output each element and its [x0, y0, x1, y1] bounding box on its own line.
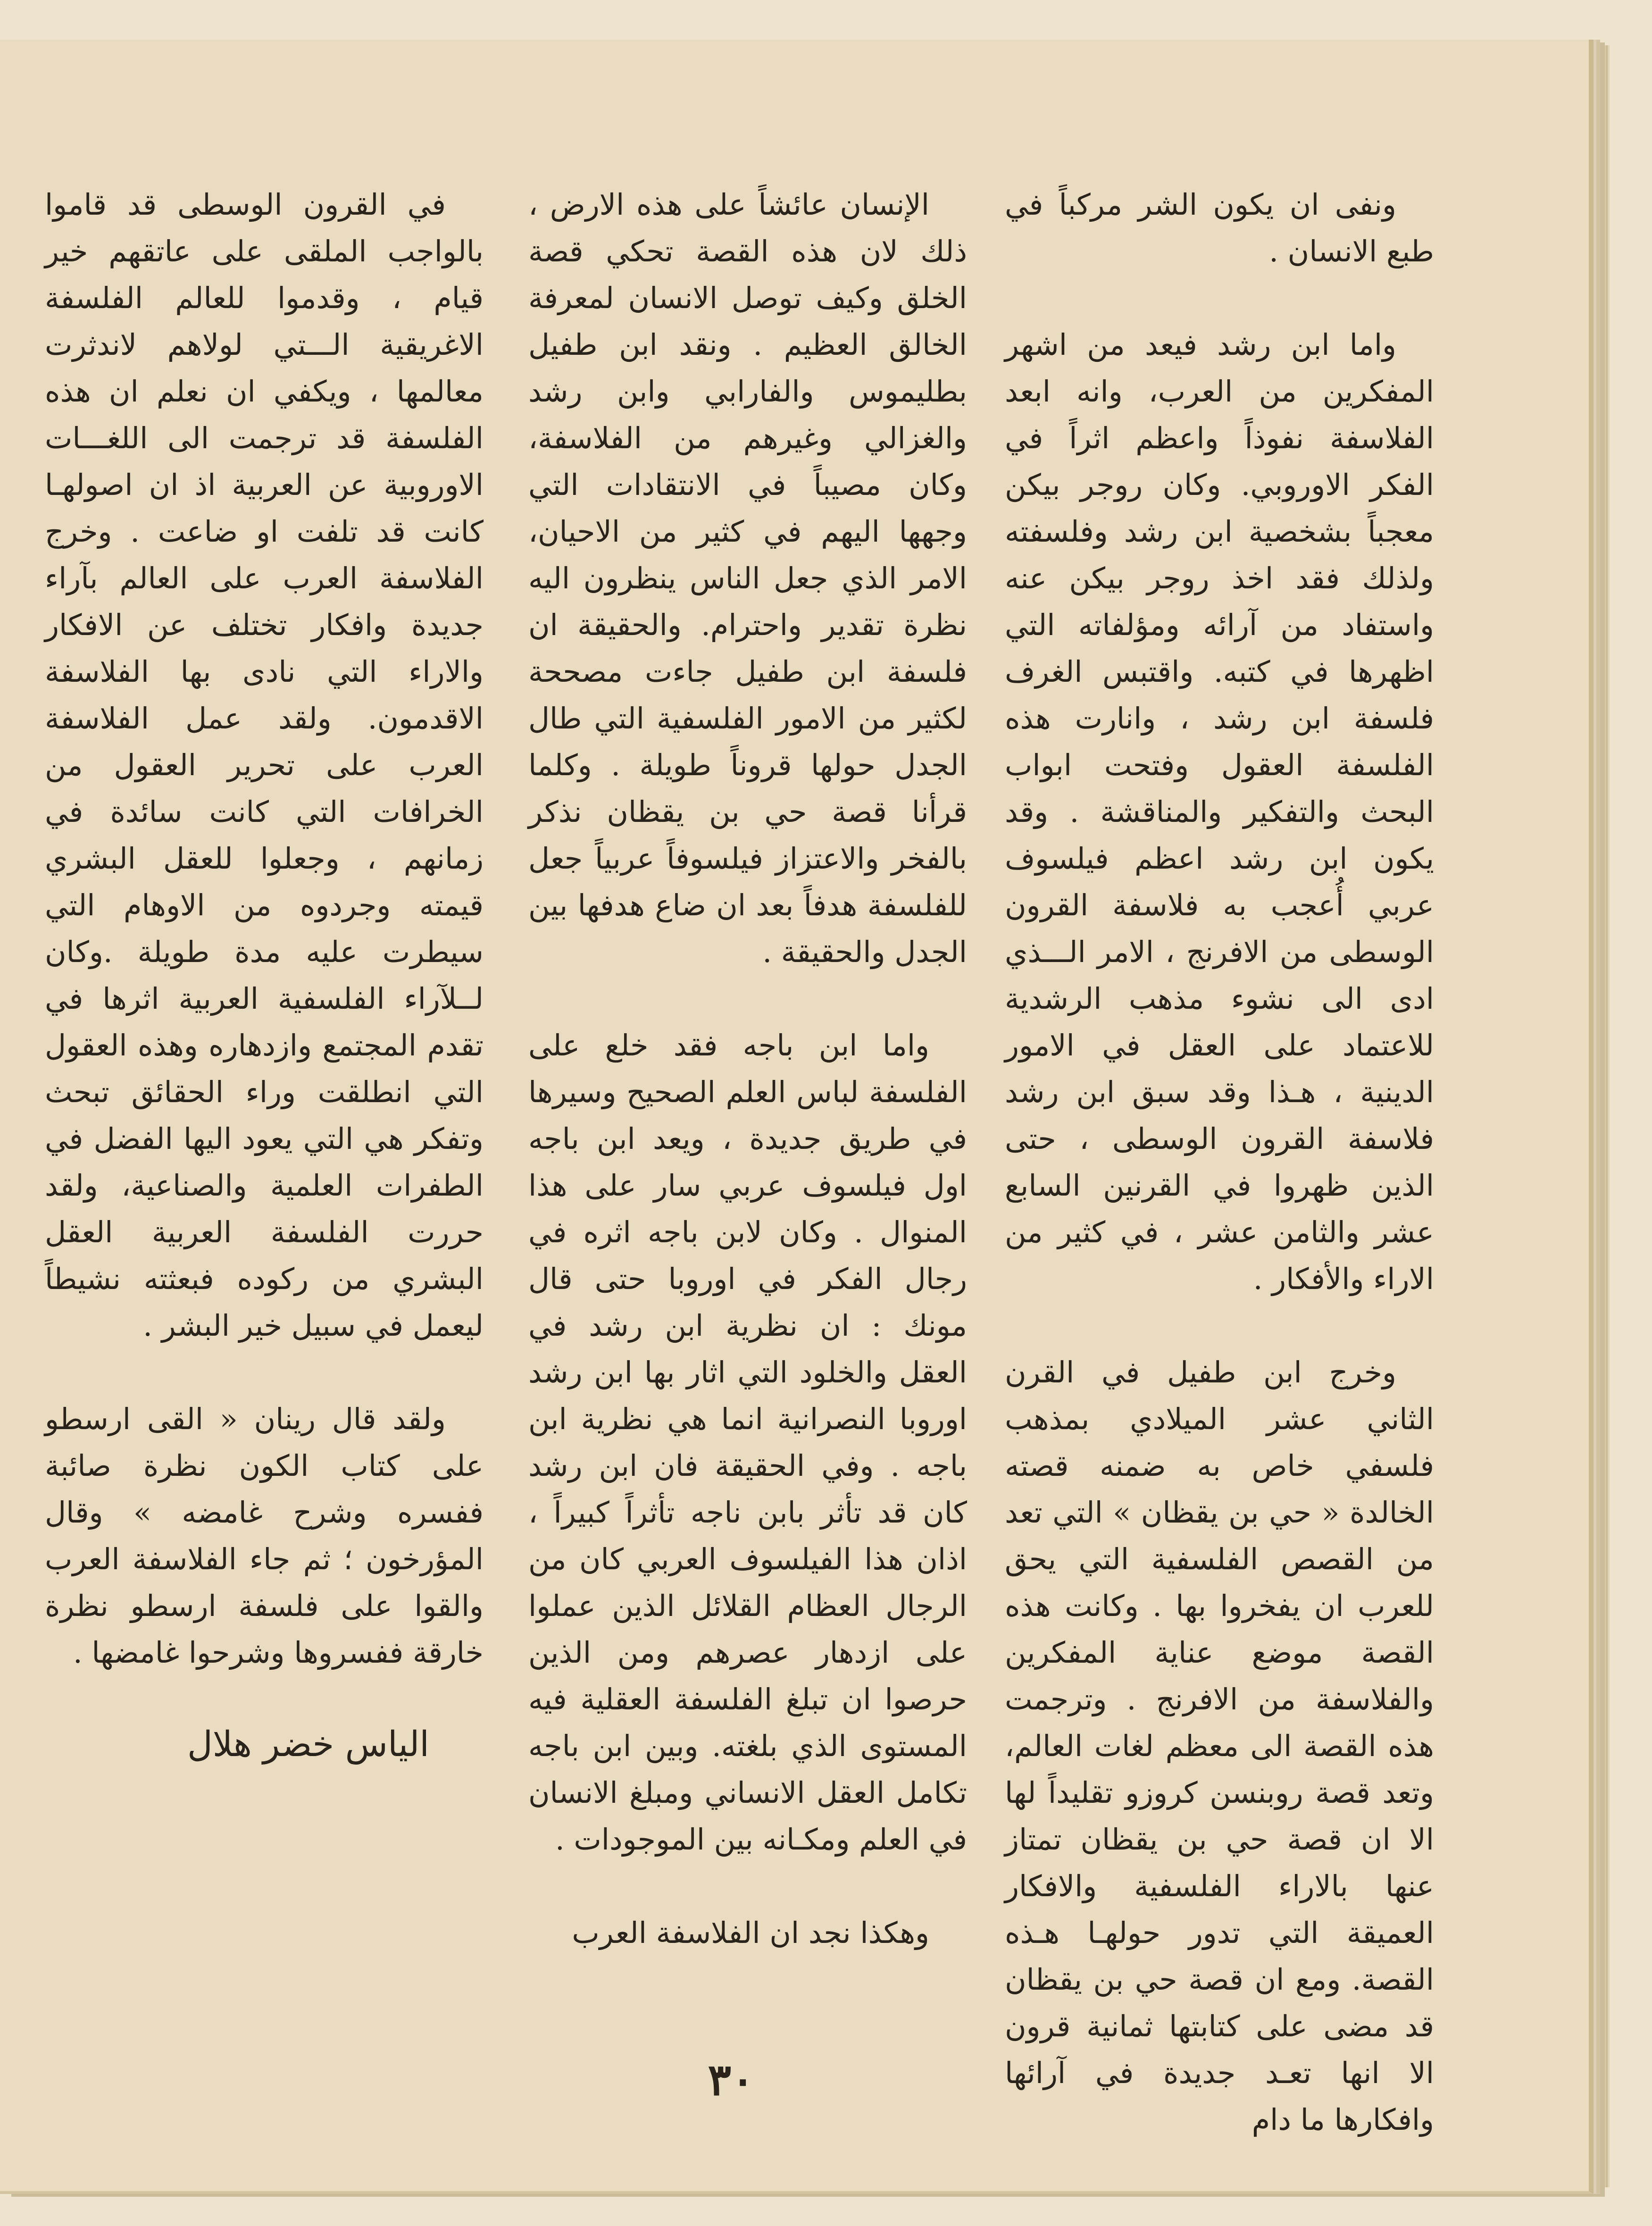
- paragraph: وهكذا نجد ان الفلاسفة العرب: [572, 1916, 929, 1950]
- paragraph: ولقد قال رينان « القى ارسطو على كتاب الكون نظرة صائبة ففسره وشرح غامضه » وقال المؤرخون ؛ ثم جاء الفلاسفة العرب والقوا على فلسفة ارسطو نظرة خارقة ففسروها وشرحوا غامضها .: [45, 1402, 484, 1670]
- author-signature: الياس خضر هلال: [187, 1724, 429, 1765]
- magazine-page: [0, 40, 1594, 2194]
- page-number: ٣٠: [708, 2054, 755, 2105]
- column-right: [1005, 181, 1434, 2143]
- paragraph: ونفى ان يكون الشر مركباً في طبع الانسان .: [1005, 187, 1434, 268]
- column-middle: [528, 181, 967, 1956]
- paragraph: الإنسان عائشاً على هذه الارض ، ذلك لان هذه القصة تحكي قصة الخلق وكيف توصل الانسان لمعرفة الخالق العظيم . ونقد ابن طفيل بطليموس والفارابي وابن رشد والغزالي وغيرهم من الفلاسفة، وكان مصيباً في الانتقادات التي وجهها اليهم في كثير من الاحيان، الامر الذي جعل الناس ينظرون اليه نظرة تقدير واحترام. والحقيقة ان فلسفة ابن طفيل جاءت مصححة لكثير من الامور الفلسفية التي طال الجدل حولها قروناً طويلة . وكلما قرأنا قصة حي بن يقظان نذكر بالفخر والاعتزاز فيلسوفاً عربياً جعل للفلسفة هدفاً بعد ان ضاع هدفها بين الجدل والحقيقة .: [528, 187, 967, 969]
- paragraph: واما ابن رشد فيعد من اشهر المفكرين من العرب، وانه ابعد الفلاسفة نفوذاً واعظم اثراً في الفكر الاوروبي. وكان روجر بيكن معجباً بشخصية ابن رشد وفلسفته ولذلك فقد اخذ روجر بيكن عنه واستفاد من آرائه ومؤلفاته التي اظهرها في كتبه. واقتبس الغرف فلسفة ابن رشد ، وانارت هذه الفلسفة العقول وفتحت ابواب البحث والتفكير والمناقشة . وقد يكون ابن رشد اعظم فيلسوف عربي أُعجب به فلاسفة القرون الوسطى من الافرنج ، الامر الـــذي ادى الى نشوء مذهب الرشدية للاعتماد على العقل في الامور الدينية ، هـذا وقد سبق ابن رشد فلاسفة القرون الوسطى ، حتى الذين ظهروا في القرنين السابع عشر والثامن عشر ، في كثير من الاراء والأفكار .: [1005, 327, 1434, 1296]
- column-left: [45, 181, 484, 1676]
- paragraph: وخرج ابن طفيل في القرن الثاني عشر الميلادي بمذهب فلسفي خاص به ضمنه قصته الخالدة « حي بن يقظان » التي تعد من القصص الفلسفية التي يحق للعرب ان يفخروا بها . وكانت هذه القصة موضع عناية المفكرين والفلاسفة من الافرنج . وترجمت هذه القصة الى معظم لغات العالم، وتعد قصة روبنسن كروزو تقليداً لها الا ان قصة حي بن يقظان تمتاز عنها بالاراء الفلسفية والافكار العميقة التي تدور حولهـا هـذه القصة. ومع ان قصة حي بن يقظان قد مضى على كتابتها ثمانية قرون الا انها تعـد جديدة في آرائها وافكارها ما دام: [1005, 1355, 1434, 2137]
- paragraph: في القرون الوسطى قد قاموا بالواجب الملقى على عاتقهم خير قيام ، وقدموا للعالم الفلسفة الاغريقية الـــتي لولاهم لاندثرت معالمها ، ويكفي ان نعلم ان هذه الفلسفة قد ترجمت الى اللغـــات الاوروبية عن العربية اذ ان اصولهـا كانت قد تلفت او ضاعت . وخرج الفلاسفة العرب على العالم بآراء جديدة وافكار تختلف عن الافكار والاراء التي نادى بها الفلاسفة الاقدمون. ولقد عمل الفلاسفة العرب على تحرير العقول من الخرافات التي كانت سائدة في زمانهم ، وجعلوا للعقل البشري قيمته وجردوه من الاوهام التي سيطرت عليه مدة طويلة .وكان لــلآراء الفلسفية العربية اثرها في تقدم المجتمع وازدهاره وهذه العقول التي انطلقت وراء الحقائق تبحث وتفكر هي التي يعود اليها الفضل في الطفرات العلمية والصناعية، ولقد حررت الفلسفة العربية العقل البشري من ركوده فبعثته نشيطاً ليعمل في سبيل خير البشر .: [45, 187, 484, 1343]
- paragraph: واما ابن باجه فقد خلع على الفلسفة لباس العلم الصحيح وسيرها في طريق جديدة ، ويعد ابن باجه اول فيلسوف عربي سار على هذا المنوال . وكان لابن باجه اثره في رجال الفكر في اوروبا حتى قال مونك : ان نظرية ابن رشد في العقل والخلود التي اثار بها ابن رشد اوروبا النصرانية انما هي نظرية ابن باجه . وفي الحقيقة فان ابن رشد كان قد تأثر بابن ناجه تأثراً كبيراً ، اذان هذا الفيلسوف العربي كان من الرجال العظام القلائل الذين عملوا على ازدهار عصرهم ومن الذين حرصوا ان تبلغ الفلسفة العقلية فيه المستوى الذي بلغته. وبين ابن باجه تكامل العقل الانساني ومبلغ الانسان في العلم ومكـانه بين الموجودات .: [528, 1028, 967, 1857]
